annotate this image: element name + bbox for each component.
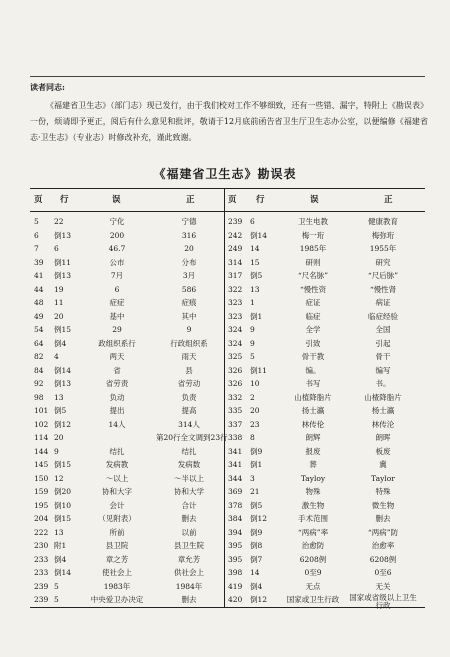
header-line-right: 行 [256, 195, 265, 205]
cell-page: 64 [34, 338, 44, 348]
cell-page: 322 [228, 284, 243, 294]
cell-wrong: 1983年 [103, 581, 131, 591]
cell-line: 5 [54, 581, 59, 591]
cell-correct: 第20行全文调到23行 [156, 433, 228, 442]
cell-page: 92 [34, 379, 44, 388]
cell-wrong: 7月 [110, 271, 124, 280]
cell-page: 230 [34, 541, 49, 550]
cell-correct: 0至6 [374, 568, 392, 577]
cell-page: 239 [34, 595, 49, 604]
cell-wrong: Tayloy [300, 473, 326, 483]
cell-wrong: 研则 [305, 257, 321, 267]
cell-correct: 1984年 [175, 581, 203, 591]
cell-page: 337 [228, 419, 243, 429]
cell-wrong: 手术范围 [298, 514, 328, 523]
cell-page: 324 [228, 325, 243, 334]
cell-wrong: 负动 [109, 392, 125, 402]
cell-wrong: 200 [109, 230, 125, 240]
cell-page: 145 [34, 460, 49, 469]
cell-line: 19 [54, 284, 64, 294]
cell-line: 14 [250, 244, 260, 253]
cell-page: 5 [34, 217, 39, 226]
cell-wrong: 协和大字 [102, 487, 132, 496]
header-page-right: 页 [228, 195, 237, 205]
cell-page: 150 [34, 473, 49, 483]
cell-page: 324 [228, 338, 243, 348]
cell-page: 395 [228, 554, 243, 564]
header-page-left: 页 [34, 195, 43, 205]
cell-page: 341 [228, 446, 243, 456]
cell-correct: 症痕 [181, 298, 197, 307]
cell-line: 倒4 [54, 554, 67, 564]
errata-row [0, 351, 450, 363]
cell-wrong: 扬士瀛 [301, 406, 325, 415]
cell-wrong: 6 [114, 284, 120, 294]
cell-line: 倒1 [250, 311, 263, 321]
cell-wrong: 报废 [305, 446, 321, 456]
errata-row [0, 405, 450, 417]
cell-page: 222 [34, 527, 49, 537]
cell-page: 323 [228, 311, 243, 321]
cell-correct: 9 [186, 325, 192, 334]
cell-line: 4 [54, 352, 59, 361]
cell-page: 398 [228, 568, 243, 577]
cell-page: 233 [34, 554, 49, 564]
cell-page: 395 [228, 541, 243, 550]
header-correct-left: 正 [186, 195, 195, 205]
errata-row [0, 297, 450, 309]
cell-wrong: “两病”率 [297, 527, 329, 537]
cell-correct: 编写 [375, 365, 391, 375]
cell-wrong: 公市 [109, 257, 125, 267]
cell-line: 倒12 [250, 595, 268, 604]
cell-correct: 雨天 [181, 352, 197, 361]
errata-title: 《福建省卫生志》勘误表 [153, 167, 297, 181]
cell-line: 附1 [54, 541, 67, 550]
errata-row [0, 554, 450, 566]
cell-line: 倒5 [250, 500, 263, 510]
cell-line: 倒11 [250, 365, 268, 375]
cell-line: 倒15 [54, 514, 72, 523]
cell-page: 317 [228, 271, 243, 280]
cell-line: 23 [250, 419, 260, 429]
cell-correct: 合计 [181, 500, 197, 510]
cell-wrong: “尺名脉” [297, 271, 329, 280]
cell-correct: 全国 [375, 325, 391, 334]
errata-row [0, 459, 450, 471]
cell-wrong: 省劳责 [105, 379, 129, 388]
cell-line: 2 [250, 392, 255, 402]
cell-wrong: 骨干教 [301, 352, 325, 361]
cell-correct: 临症经验 [368, 311, 398, 321]
cell-page: 6 [34, 230, 39, 240]
cell-wrong: 所前 [109, 527, 125, 537]
header-wrong-left: 误 [112, 195, 121, 205]
cell-wrong: 46.7 [108, 244, 126, 253]
cell-line: 倒4 [54, 338, 67, 348]
cell-correct: 3月 [182, 271, 196, 280]
table-top-rule [30, 188, 425, 189]
errata-row [0, 378, 450, 390]
cell-line: 13 [250, 284, 260, 294]
cell-line: 倒14 [54, 568, 72, 577]
cell-wrong: 引致 [305, 338, 321, 348]
errata-row [0, 486, 450, 498]
cell-line: 倒12 [250, 514, 268, 523]
cell-correct: 负责 [181, 392, 197, 402]
cell-wrong: 物殊 [305, 487, 321, 496]
cell-wrong: 无点 [305, 581, 321, 591]
cell-wrong: 使社会上 [102, 568, 132, 577]
cell-wrong: 山植降脂片 [294, 392, 332, 402]
cell-page: 394 [228, 527, 243, 537]
cell-correct: 提高 [181, 406, 197, 415]
errata-row [0, 365, 450, 377]
cell-line: 倒1 [250, 460, 263, 469]
cell-correct: 删去 [181, 595, 197, 604]
cell-wrong: 症症 [109, 298, 125, 307]
cell-page: 49 [34, 311, 44, 321]
cell-wrong: 书写 [305, 379, 321, 388]
errata-row [0, 446, 450, 458]
header-wrong-right: 误 [310, 195, 319, 205]
errata-row [0, 473, 450, 485]
cell-line: 10 [250, 379, 260, 388]
cell-line: 22 [54, 217, 64, 226]
cell-page: 420 [228, 595, 243, 604]
cell-line: 9 [250, 325, 255, 334]
cell-line: 倒9 [250, 527, 263, 537]
cell-wrong: 会计 [109, 500, 125, 510]
errata-row [0, 311, 450, 323]
cell-correct: 健康教育 [368, 217, 398, 226]
cell-line: 倒5 [54, 406, 67, 415]
cell-page: 102 [34, 419, 49, 429]
cell-wrong: 梅一珩 [301, 230, 325, 240]
cell-correct: 以前 [181, 527, 197, 537]
cell-line: 倒20 [54, 487, 72, 496]
cell-correct: “慢性肾 [369, 284, 397, 294]
cell-correct: 删去 [181, 514, 197, 523]
cell-correct: 协和大学 [174, 487, 204, 496]
cell-correct: 林传沦 [371, 419, 395, 429]
cell-line: 倒13 [54, 230, 72, 240]
cell-page: 41 [34, 271, 44, 280]
errata-row [0, 540, 450, 552]
cell-line: 倒7 [250, 554, 263, 564]
cell-line: 20 [250, 406, 260, 415]
cell-page: 335 [228, 406, 243, 415]
cell-page: 332 [228, 392, 243, 402]
cell-line: 倒10 [54, 500, 72, 510]
cell-page: 82 [34, 352, 44, 361]
cell-correct: 杨士瀛 [371, 406, 395, 415]
cell-page: 48 [34, 298, 44, 307]
cell-wrong: 发病教 [105, 460, 129, 469]
errata-row [0, 243, 450, 255]
cell-wrong: 政组织系行 [98, 338, 136, 348]
cell-page: 44 [34, 284, 44, 294]
cell-correct: 引起 [375, 338, 391, 348]
cell-page: 384 [228, 514, 243, 523]
cell-wrong: 两天 [109, 352, 125, 361]
cell-line: 9 [250, 338, 255, 348]
cell-line: 20 [54, 433, 64, 442]
cell-wrong: ～以上 [105, 473, 129, 483]
cell-page: 54 [34, 325, 44, 334]
cell-line: 9 [54, 446, 59, 456]
cell-line: 20 [54, 311, 64, 321]
cell-line: 5 [54, 595, 59, 604]
notice-salutation: 读者同志: [30, 82, 65, 92]
cell-wrong: 省 [113, 365, 121, 375]
cell-wrong: 章之芳 [105, 554, 129, 564]
errata-row [0, 419, 450, 431]
errata-row [0, 257, 450, 269]
cell-page: 338 [228, 433, 243, 442]
cell-page: 114 [34, 433, 49, 442]
cell-wrong: 全学 [305, 325, 321, 334]
cell-page: 325 [228, 352, 243, 361]
top-rule [30, 76, 425, 77]
cell-page: 326 [228, 379, 243, 388]
cell-line: 13 [54, 392, 64, 402]
cell-page: 344 [228, 473, 243, 483]
cell-correct: 6208例 [369, 554, 397, 564]
cell-line: 3 [250, 473, 255, 483]
cell-page: 101 [34, 406, 49, 415]
cell-correct: 朗晖 [375, 433, 391, 442]
cell-page: 314 [228, 257, 243, 267]
cell-line: 14 [250, 568, 260, 577]
cell-correct: 病证 [375, 298, 391, 307]
cell-wrong: 林传伦 [301, 419, 325, 429]
cell-wrong: 中央爱卫办决定 [90, 595, 144, 604]
cell-wrong: 临症 [305, 311, 321, 321]
cell-page: 39 [34, 257, 44, 267]
errata-row [0, 338, 450, 350]
errata-row [0, 593, 450, 610]
cell-page: 195 [34, 500, 49, 510]
cell-correct: 骨干 [375, 352, 391, 361]
notice-paragraph: 《福建省卫生志》（部门志）现已发行，由于我们校对工作不够细致，还有一些错、漏字，特附上《勘误表》一份，烦请即予更正，阅后有什么意见和批评，敬请于12月底前函告省卫生厅卫生志办公室，以便编修《福建省志·卫生志》（专业志）时修改补充，谨此致谢。 [30, 101, 428, 142]
cell-correct: 县 [185, 365, 193, 375]
cell-correct: “两病”防 [367, 527, 399, 537]
cell-correct: “尺后脉” [367, 271, 399, 280]
errata-row [0, 230, 450, 242]
cell-page: 98 [34, 392, 44, 402]
cell-wrong: 激生物 [301, 500, 325, 510]
cell-correct: 314人 [178, 419, 200, 429]
cell-correct: 书。 [375, 379, 391, 388]
cell-line: 6 [54, 244, 59, 253]
cell-wrong: 提出 [109, 406, 125, 415]
cell-line: 倒5 [250, 271, 263, 280]
cell-correct: 研究 [375, 257, 391, 267]
cell-line: 倒9 [250, 446, 263, 456]
cell-line: 倒14 [250, 230, 268, 240]
cell-wrong: （见附表） [98, 514, 136, 523]
cell-line: 倒13 [54, 271, 72, 280]
cell-correct: 微生物 [371, 500, 395, 510]
cell-line: 倒12 [54, 419, 72, 429]
cell-wrong: 基中 [109, 311, 125, 321]
cell-line: 倒11 [54, 257, 72, 267]
cell-page: 341 [228, 460, 243, 469]
cell-wrong: 1985年 [299, 244, 327, 253]
cell-correct: 586 [181, 284, 197, 294]
cell-line: 例15 [54, 325, 72, 334]
cell-page: 242 [228, 230, 243, 240]
cell-correct: 治愈率 [371, 541, 395, 550]
cell-wrong: 朗辉 [305, 433, 321, 442]
cell-wrong: 治愈防 [301, 541, 325, 550]
header-line-left: 行 [60, 195, 69, 205]
cell-wrong: 葬 [309, 460, 317, 469]
cell-wrong: 国家或卫生行政 [286, 595, 340, 604]
cell-wrong: “慢性资 [299, 284, 327, 294]
cell-correct: 宁德 [181, 217, 197, 226]
cell-correct: 供社会上 [174, 568, 204, 577]
cell-correct: 发病数 [177, 460, 201, 469]
cell-wrong: 编。 [305, 365, 321, 375]
cell-page: 159 [34, 487, 49, 496]
errata-row [0, 527, 450, 539]
errata-row [0, 432, 450, 444]
errata-row [0, 284, 450, 296]
cell-correct: 无关 [375, 581, 391, 591]
errata-row [0, 581, 450, 593]
cell-correct: 结扎 [181, 446, 197, 456]
cell-page: 7 [34, 244, 39, 253]
cell-line: 倒15 [54, 460, 72, 469]
cell-line: 21 [250, 487, 260, 496]
cell-correct: 县卫生院 [174, 541, 204, 550]
header-correct-right: 正 [384, 195, 393, 205]
errata-row [0, 513, 450, 525]
cell-wrong: 症证 [305, 298, 321, 307]
cell-page: 84 [34, 365, 44, 375]
cell-correct: 梅弥珩 [371, 230, 395, 240]
cell-wrong: 卫生电教 [298, 217, 328, 226]
cell-line: 倒14 [54, 365, 72, 375]
cell-line: 15 [250, 257, 260, 267]
cell-correct: 分布 [181, 257, 197, 267]
cell-page: 323 [228, 298, 243, 307]
cell-page: 378 [228, 500, 243, 510]
cell-wrong: 结扎 [109, 446, 125, 456]
cell-line: 倒13 [54, 379, 72, 388]
errata-row [0, 216, 450, 228]
cell-line: 11 [54, 298, 64, 307]
errata-row [0, 324, 450, 336]
cell-wrong: 29 [112, 325, 122, 334]
table-header-rule [30, 211, 425, 212]
cell-correct: 章允芳 [177, 554, 201, 564]
cell-correct: 删去 [375, 514, 391, 523]
cell-line: 倒4 [250, 581, 263, 591]
errata-row [0, 392, 450, 404]
cell-correct: 行政组织系 [170, 338, 208, 348]
errata-row [0, 567, 450, 579]
notice-body [30, 98, 428, 146]
cell-correct: Taylor [371, 473, 395, 483]
cell-page: 204 [34, 514, 49, 523]
errata-row [0, 270, 450, 282]
cell-correct: 板废 [375, 446, 391, 456]
cell-correct: 20 [184, 244, 194, 253]
cell-wrong: 0至9 [304, 568, 322, 577]
cell-page: 239 [34, 581, 49, 591]
cell-line: 12 [54, 473, 64, 483]
errata-row [0, 500, 450, 512]
cell-page: 233 [34, 568, 49, 577]
cell-correct: 国家或省级以上卫生行政 [349, 593, 417, 610]
cell-line: 6 [250, 217, 255, 226]
cell-page: 144 [34, 446, 49, 456]
cell-correct: 其中 [181, 311, 197, 321]
cell-page: 326 [228, 365, 243, 375]
cell-wrong: 14人 [108, 419, 126, 429]
cell-page: 249 [228, 244, 243, 253]
cell-correct: 特殊 [375, 487, 391, 496]
cell-correct: 1955年 [369, 244, 397, 253]
cell-line: 8 [250, 433, 255, 442]
cell-correct: 316 [181, 230, 197, 240]
cell-page: 239 [228, 217, 243, 226]
cell-line: 5 [250, 352, 255, 361]
cell-correct: 冀 [379, 460, 387, 469]
cell-page: 369 [228, 487, 243, 496]
cell-wrong: 宁化 [109, 217, 125, 226]
cell-correct: 省劳动 [177, 379, 201, 388]
cell-correct: 山楂降脂片 [364, 392, 402, 402]
cell-wrong: 县卫院 [105, 541, 129, 550]
cell-line: 1 [250, 298, 255, 307]
cell-page: 419 [228, 581, 243, 591]
cell-wrong: 6208例 [299, 554, 327, 564]
cell-line: 倒8 [250, 541, 263, 550]
cell-correct: ～半以上 [174, 473, 204, 483]
cell-line: 13 [54, 527, 64, 537]
